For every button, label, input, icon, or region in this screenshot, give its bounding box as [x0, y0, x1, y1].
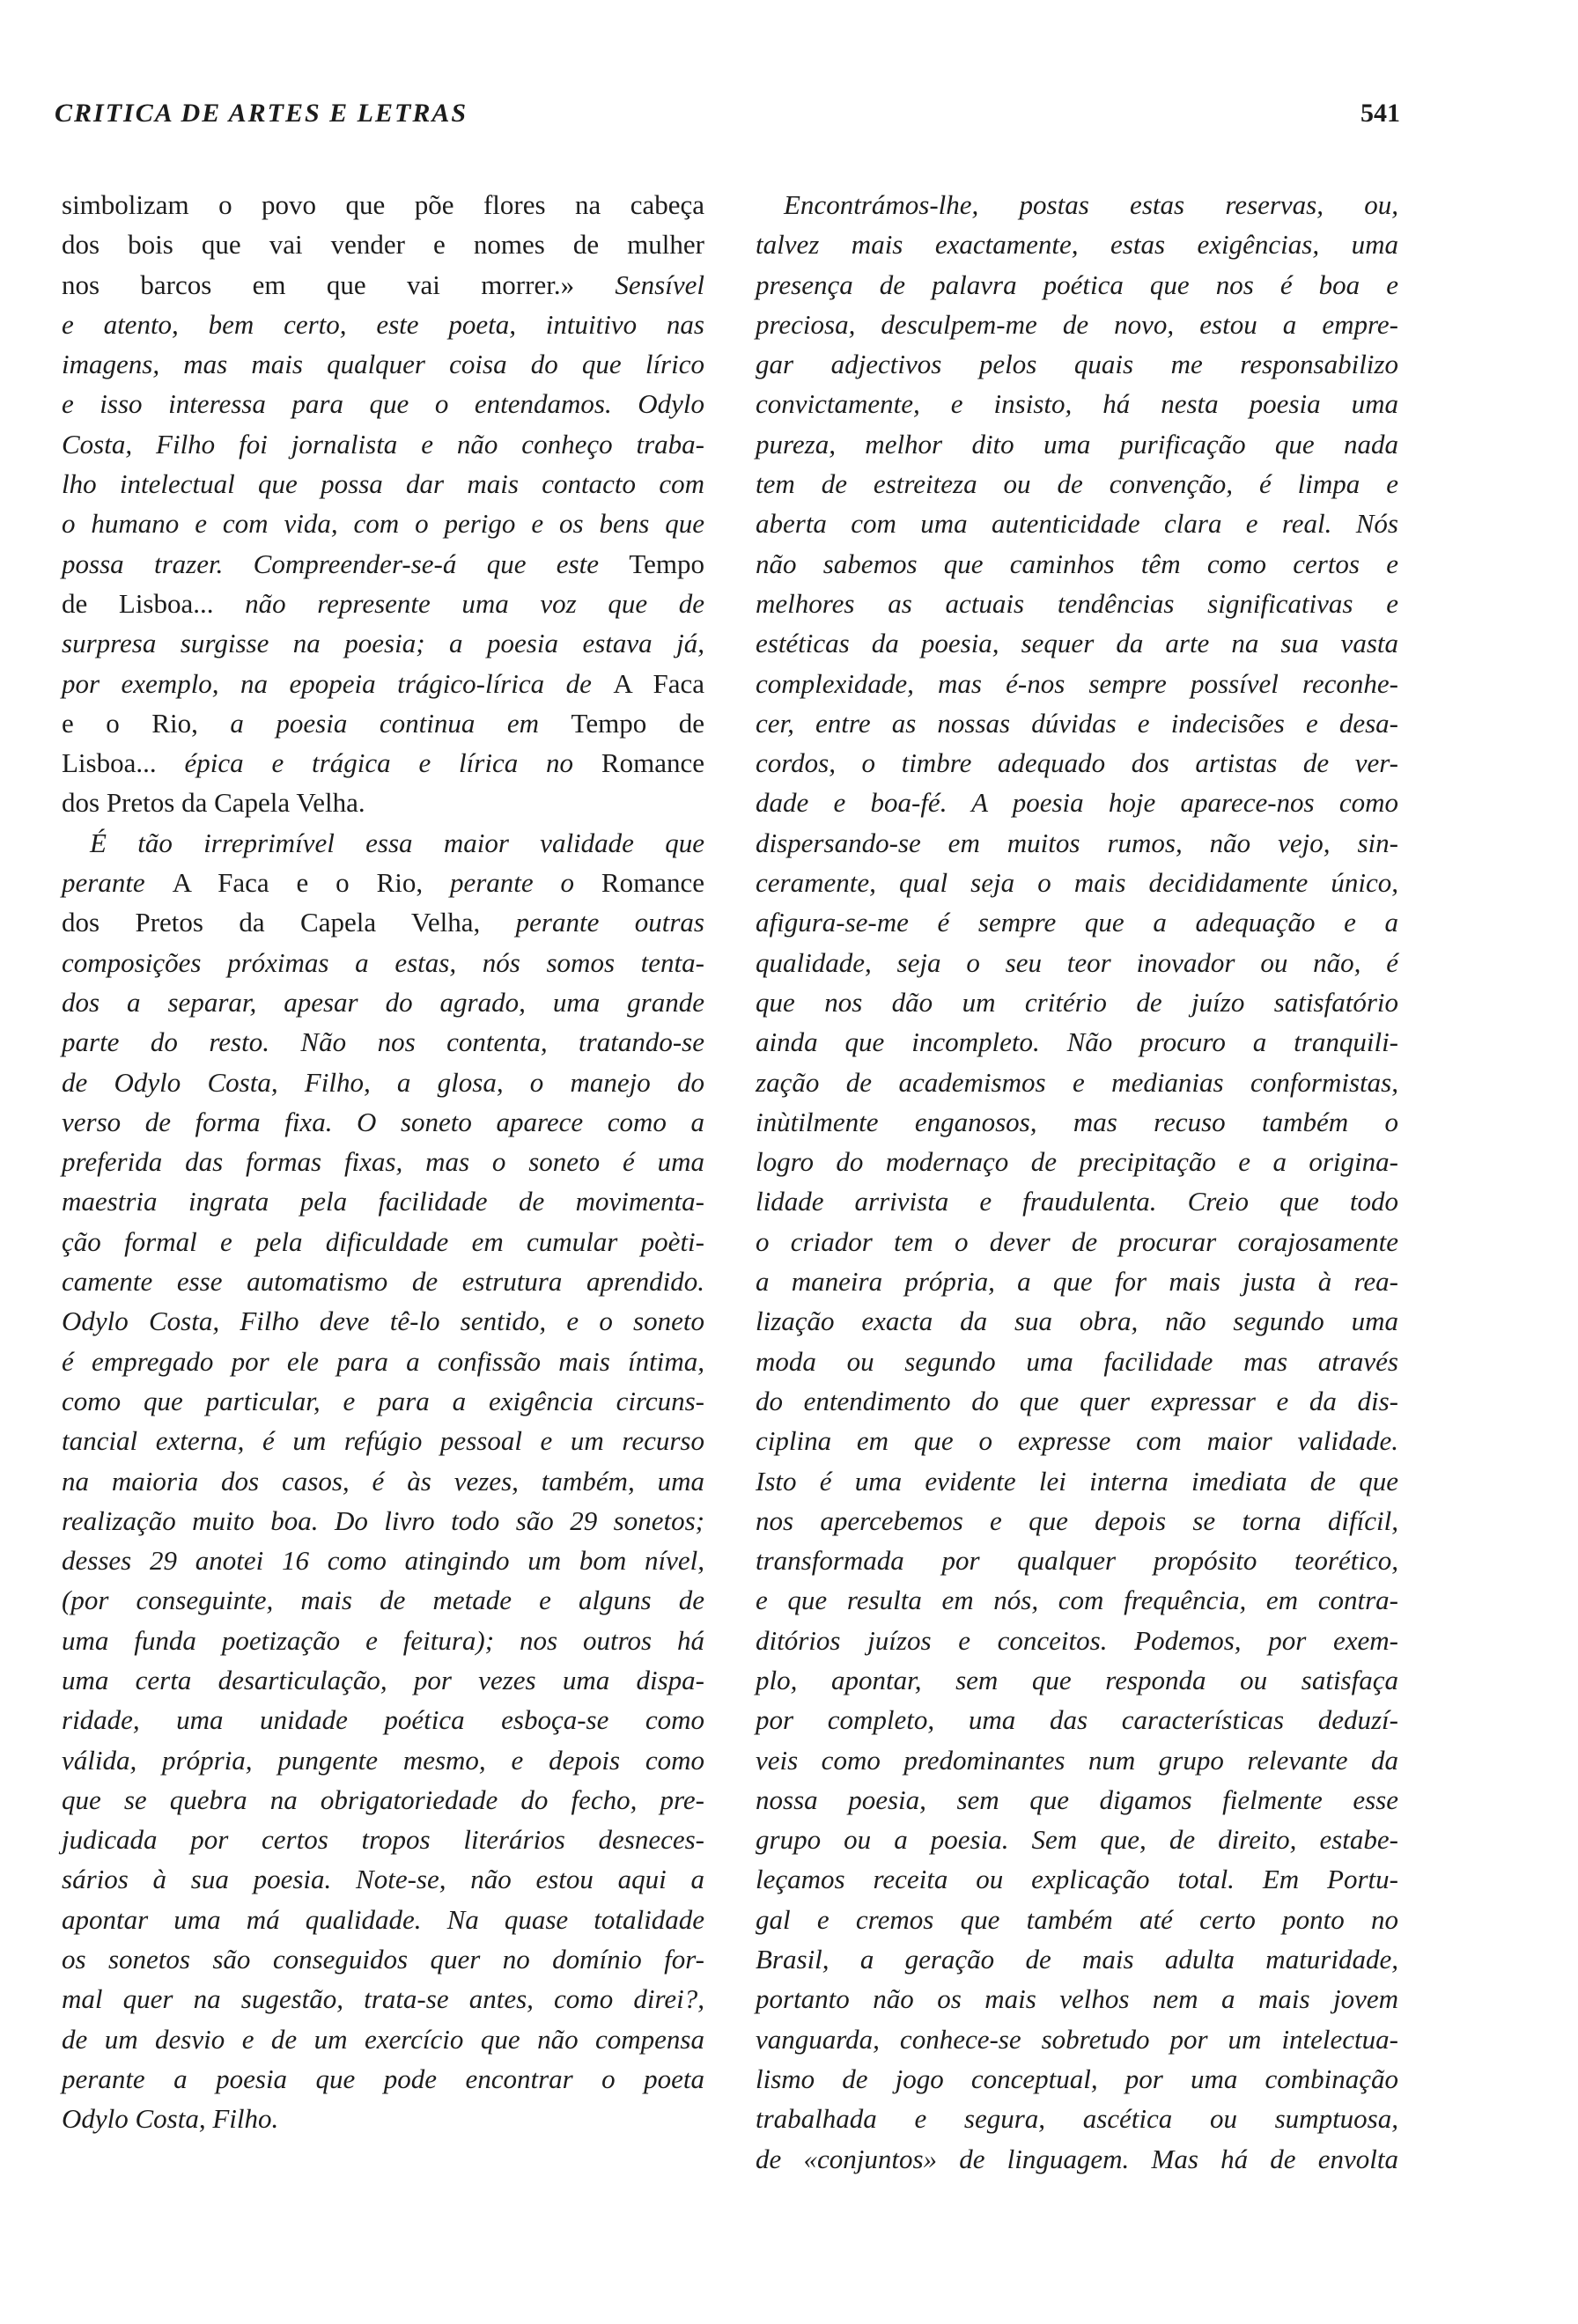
text-line: convictamente, e insisto, há nesta poesia uma	[756, 388, 1398, 420]
text-line	[62, 1859, 704, 1899]
text-line: tem de estreiteza ou de convenção, é limpa e	[756, 468, 1398, 500]
text-line	[62, 1780, 704, 1820]
text-line	[62, 863, 704, 902]
text-run: dos Pretos da Capela Velha,	[62, 907, 516, 938]
text-line	[62, 1181, 704, 1221]
text-run: Odylo Costa, Filho.	[62, 2103, 279, 2135]
text-line: a maneira própria, a que for mais justa à rea-	[756, 1266, 1398, 1298]
text-run: mal quer na sugestão, trata-se antes, como direi?,	[62, 1983, 704, 2015]
text-run: ridade, uma unidade poética esboça-se como	[62, 1704, 704, 1736]
text-run: apontar uma má qualidade. Na quase totalidade	[62, 1903, 704, 1935]
text-line: gar adjectivos pelos quais me responsabilizo	[756, 349, 1398, 380]
text-run: épica e trágica e lírica no	[184, 747, 601, 779]
text-line: dade e boa-fé. A poesia hoje aparece-nos como	[756, 787, 1398, 819]
text-run: tancial externa, é um refúgio pessoal e um recurso	[62, 1425, 704, 1457]
text-run: simbolizam o povo que põe flores na cabeça	[62, 189, 704, 220]
text-run: dos Pretos da Capela Velha.	[62, 787, 365, 819]
text-line: preciosa, desculpem-me de novo, estou a empre-	[756, 308, 1398, 340]
text-line: cer, entre as nossas dúvidas e indecisões e desa-	[756, 707, 1398, 739]
text-run: É tão irreprimível essa maior validade que	[90, 827, 704, 858]
text-line	[62, 1222, 704, 1261]
text-line: leçamos receita ou explicação total. Em Portu-	[756, 1864, 1398, 1895]
text-run: maestria ingrata pela facilidade de movimenta-	[62, 1186, 704, 1217]
text-run: realização muito boa. Do livro todo são 29 sonetos;	[62, 1504, 704, 1536]
text-run: Lisboa...	[62, 747, 185, 779]
text-run: de Odylo Costa, Filho, a glosa, o manejo do	[62, 1066, 704, 1098]
text-run: camente esse automatismo de estrutura aprendido.	[62, 1266, 704, 1298]
text-line	[62, 1142, 704, 1181]
text-line: vanguarda, conhece-se sobretudo por um intelectua-	[756, 2023, 1398, 2055]
text-run: sários à sua poesia. Note-se, não estou aqui a	[62, 1864, 704, 1895]
text-run: uma funda poetização e feitura); nos outros há	[62, 1624, 704, 1656]
text-line: plo, apontar, sem que responda ou satisfaça	[756, 1664, 1398, 1695]
text-line	[62, 424, 704, 464]
text-run: Romance	[601, 747, 704, 779]
text-line	[62, 1621, 704, 1660]
text-line: zação de academismos e medianias conformistas,	[756, 1066, 1398, 1098]
text-line: melhores as actuais tendências significativas e	[756, 587, 1398, 619]
text-line: transformada por qualquer propósito teorético,	[756, 1545, 1398, 1577]
text-line: veis como predominantes num grupo relevante da	[756, 1744, 1398, 1776]
text-line	[62, 544, 704, 584]
text-run: imagens, mas mais qualquer coisa do que lírico	[62, 349, 704, 380]
text-run: verso de forma fixa. O soneto aparece como a	[62, 1106, 704, 1137]
right-column	[756, 185, 1398, 2179]
text-line: aberta com uma autenticidade clara e real. Nós	[756, 508, 1398, 540]
text-line	[62, 783, 704, 822]
text-line	[62, 224, 704, 264]
text-run: surpresa surgisse na poesia; a poesia estava já,	[62, 628, 704, 659]
text-run: uma certa desarticulação, por vezes uma dispa-	[62, 1664, 704, 1695]
text-run: ção formal e pela dificuldade em cumular poèti-	[62, 1225, 704, 1257]
text-run: A Faca e o Rio,	[172, 867, 450, 899]
text-run: A Faca	[613, 667, 704, 699]
text-line: do entendimento do que quer expressar e da dis-	[756, 1385, 1398, 1416]
text-line	[62, 1063, 704, 1102]
text-line: dispersando-se em muitos rumos, não vejo, sin-	[756, 827, 1398, 858]
text-line: nossa poesia, sem que digamos fielmente esse	[756, 1783, 1398, 1815]
text-line: talvez mais exactamente, estas exigências, uma	[756, 229, 1398, 261]
text-line: gal e cremos que também até certo ponto no	[756, 1903, 1398, 1935]
text-line	[62, 1261, 704, 1301]
text-line: cordos, o timbre adequado dos artistas de ver-	[756, 747, 1398, 779]
text-run: Costa, Filho foi jornalista e não conheço traba-	[62, 428, 704, 460]
text-line	[62, 305, 704, 344]
text-run: composições próximas a estas, nós somos tenta-	[62, 946, 704, 978]
text-run: Tempo de	[571, 707, 704, 739]
running-title: CRITICA DE ARTES E LETRAS	[55, 99, 468, 128]
text-run: na maioria dos casos, é às vezes, também, uma	[62, 1465, 704, 1497]
text-line: portanto não os mais velhos nem a mais jovem	[756, 1983, 1398, 2015]
text-line: ceramente, qual seja o mais decididamente único,	[756, 867, 1398, 899]
text-line: lização exacta da sua obra, não segundo uma	[756, 1305, 1398, 1337]
text-line: inùtilmente enganosos, mas recuso também o	[756, 1106, 1398, 1137]
text-line: ainda que incompleto. Não procuro a tranquili-	[756, 1026, 1398, 1058]
text-run: perante a poesia que pode encontrar o poeta	[62, 2063, 704, 2094]
text-line: logro do modernaço de precipitação e a origina-	[756, 1146, 1398, 1178]
text-run: Romance	[601, 867, 704, 899]
text-line	[62, 504, 704, 543]
text-line: estéticas da poesia, sequer da arte na sua vasta	[756, 628, 1398, 659]
text-line: lismo de jogo conceptual, por uma combinação	[756, 2063, 1398, 2094]
text-line: moda ou segundo uma facilidade mas através	[756, 1345, 1398, 1377]
text-line	[62, 703, 704, 743]
text-line	[62, 623, 704, 663]
text-line	[62, 1102, 704, 1142]
text-line	[62, 823, 704, 863]
text-line	[62, 1900, 704, 1939]
text-line	[62, 265, 704, 305]
text-line	[62, 1022, 704, 1062]
text-run: e isso interessa para que o entendamos. Odylo	[62, 388, 704, 420]
page-number: 541	[1360, 99, 1400, 128]
text-run: dos a separar, apesar do agrado, uma grande	[62, 986, 704, 1018]
text-line: Brasil, a geração de mais adulta maturidade,	[756, 1944, 1398, 1975]
text-run: perante o	[449, 867, 601, 899]
page-header	[55, 99, 1400, 143]
text-line	[62, 902, 704, 942]
text-run: por exemplo, na epopeia trágico-lírica de	[62, 667, 614, 699]
text-line: por completo, uma das características deduzí-	[756, 1704, 1398, 1736]
text-line: qualidade, seja o seu teor inovador ou não, é	[756, 946, 1398, 978]
text-line: pureza, melhor dito uma purificação que nada	[756, 428, 1398, 460]
text-line	[62, 584, 704, 623]
text-line: ciplina em que o expresse com maior validade.	[756, 1425, 1398, 1457]
text-run: (por conseguinte, mais de metade e alguns de	[62, 1585, 704, 1616]
text-run: desses 29 anotei 16 como atingindo um bom nível,	[62, 1545, 704, 1577]
text-line	[62, 185, 704, 224]
text-line: lidade arrivista e fraudulenta. Creio que todo	[756, 1186, 1398, 1217]
text-run: perante	[62, 867, 173, 899]
text-line	[62, 982, 704, 1022]
text-line	[62, 344, 704, 384]
text-line	[62, 1939, 704, 1979]
text-line	[62, 1501, 704, 1541]
text-run: judicada por certos tropos literários desneces-	[62, 1824, 704, 1856]
text-line: ditórios juízos e conceitos. Podemos, por exem-	[756, 1624, 1398, 1656]
left-column	[62, 185, 704, 2139]
text-run: é empregado por ele para a confissão mais íntima,	[62, 1345, 704, 1377]
text-line	[62, 1660, 704, 1700]
text-line: presença de palavra poética que nos é boa e	[756, 268, 1398, 300]
text-line	[62, 664, 704, 703]
text-line	[62, 2019, 704, 2059]
text-line	[62, 1820, 704, 1859]
text-line: Encontrámos-lhe, postas estas reservas, ou,	[784, 189, 1398, 220]
text-line	[62, 943, 704, 982]
text-line	[62, 464, 704, 504]
text-line	[62, 2099, 704, 2138]
text-line	[62, 384, 704, 423]
text-run: Tempo	[629, 548, 704, 579]
text-run: o humano e com vida, com o perigo e os bens que	[62, 508, 704, 540]
text-line: de «conjuntos» de linguagem. Mas há de envolta	[756, 2143, 1398, 2174]
text-line	[62, 1342, 704, 1381]
text-line: que nos dão um critério de juízo satisfatório	[756, 986, 1398, 1018]
text-run: lho intelectual que possa dar mais contacto com	[62, 468, 704, 500]
text-run: Odylo Costa, Filho deve tê-lo sentido, e o soneto	[62, 1305, 704, 1337]
text-line	[62, 1580, 704, 1620]
text-line	[62, 1461, 704, 1501]
text-line: e que resulta em nós, com frequência, em contra-	[756, 1585, 1398, 1616]
text-line: Isto é uma evidente lei interna imediata de que	[756, 1465, 1398, 1497]
text-line: o criador tem o dever de procurar corajosamente	[756, 1225, 1398, 1257]
text-run: dos bois que vai vender e nomes de mulher	[62, 229, 704, 261]
text-line: nos apercebemos e que depois se torna difícil,	[756, 1504, 1398, 1536]
text-run: perante outras	[515, 907, 704, 938]
text-line	[62, 1740, 704, 1780]
text-run: e atento, bem certo, este poeta, intuitivo nas	[62, 308, 704, 340]
text-run: nos barcos em que vai morrer.»	[62, 268, 616, 300]
text-run: que se quebra na obrigatoriedade do fecho, pre-	[62, 1783, 704, 1815]
text-run: os sonetos são conseguidos quer no domínio for-	[62, 1944, 704, 1975]
text-line	[62, 1301, 704, 1341]
text-line: afigura-se-me é sempre que a adequação e a	[756, 907, 1398, 938]
text-run: e o Rio,	[62, 707, 231, 739]
text-run: válida, própria, pungente mesmo, e depois como	[62, 1744, 704, 1776]
text-line: complexidade, mas é-nos sempre possível reconhe-	[756, 667, 1398, 699]
text-line	[62, 743, 704, 783]
text-line: trabalhada e segura, ascética ou sumptuosa,	[756, 2103, 1398, 2135]
text-run: possa trazer. Compreender-se-á que este	[62, 548, 630, 579]
text-line	[62, 1700, 704, 1739]
text-run: de um desvio e de um exercício que não compensa	[62, 2023, 704, 2055]
text-line: grupo ou a poesia. Sem que, de direito, estabe-	[756, 1824, 1398, 1856]
text-line: não sabemos que caminhos têm como certos e	[756, 548, 1398, 579]
text-line	[62, 1421, 704, 1460]
text-line	[62, 1381, 704, 1421]
text-run: de Lisboa...	[62, 587, 246, 619]
text-line	[62, 1541, 704, 1580]
text-run: preferida das formas fixas, mas o soneto é uma	[62, 1146, 704, 1178]
text-run: parte do resto. Não nos contenta, tratando-se	[62, 1026, 704, 1058]
text-line	[62, 1979, 704, 2019]
text-run: como que particular, e para a exigência circuns-	[62, 1385, 704, 1416]
text-run: não represente uma voz que de	[245, 587, 704, 619]
text-run: Sensível	[615, 268, 704, 300]
text-line	[62, 2059, 704, 2099]
text-run: a poesia continua em	[230, 707, 571, 739]
